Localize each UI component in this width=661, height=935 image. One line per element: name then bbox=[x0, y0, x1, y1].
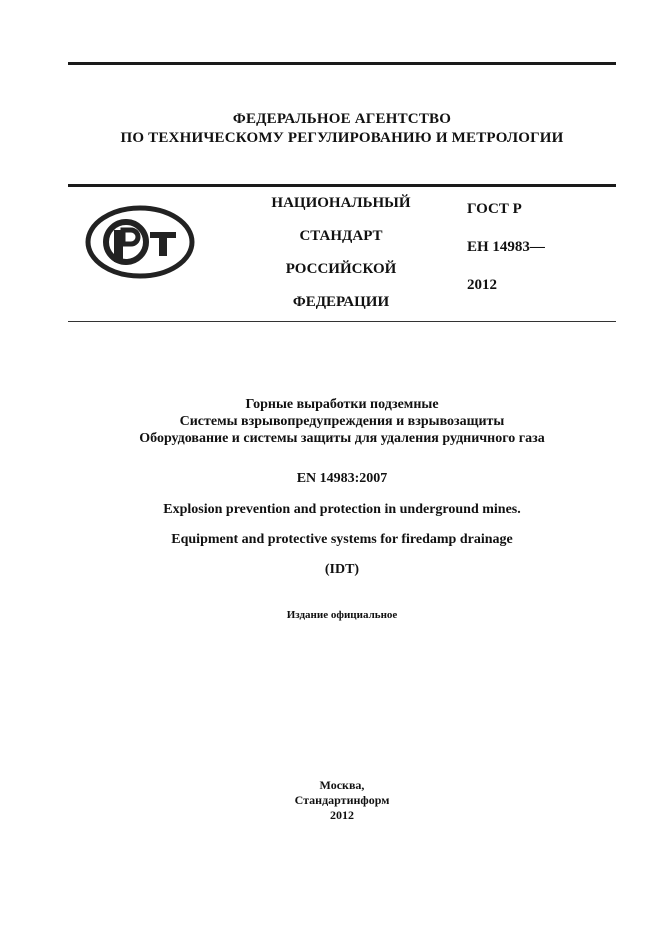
russian-title-line-3: Оборудование и системы защиты для удаления рудничного газа bbox=[139, 431, 545, 446]
standard-type-line-1: НАЦИОНАЛЬНЫЙ bbox=[271, 195, 411, 211]
russian-title bbox=[68, 396, 616, 447]
rst-certification-mark-icon bbox=[84, 205, 196, 279]
standard-type-line-4: ФЕДЕРАЦИИ bbox=[292, 294, 390, 310]
designation-line-3: 2012 bbox=[467, 277, 497, 293]
russian-title-line-2: Системы взрывопредупреждения и взрывозащиты bbox=[179, 414, 505, 429]
publisher-block bbox=[68, 778, 616, 823]
designation-line-1: ГОСТ Р bbox=[467, 201, 522, 217]
header-divider-rule bbox=[68, 184, 616, 187]
rst-logo bbox=[84, 205, 196, 279]
designation-line-2: ЕН 14983— bbox=[467, 239, 545, 255]
agency-line-2: ПО ТЕХНИЧЕСКОМУ РЕГУЛИРОВАНИЮ И МЕТРОЛОГИИ bbox=[120, 130, 564, 146]
english-title-line-2: Equipment and protective systems for firedamp drainage bbox=[171, 532, 513, 547]
publisher-name: Стандартинформ bbox=[294, 793, 390, 807]
publisher-year: 2012 bbox=[330, 808, 354, 822]
edition-note: Издание официальное bbox=[286, 609, 398, 621]
en-reference: EN 14983:2007 bbox=[296, 471, 388, 486]
russian-title-line-1: Горные выработки подземные bbox=[245, 397, 439, 412]
publisher-city: Москва, bbox=[319, 778, 365, 792]
standard-designation bbox=[467, 199, 545, 313]
agency-line-1: ФЕДЕРАЛЬНОЕ АГЕНТСТВО bbox=[232, 111, 452, 127]
standard-type-line-2: СТАНДАРТ bbox=[299, 228, 383, 244]
header-bottom-rule bbox=[68, 321, 616, 322]
top-rule bbox=[68, 62, 616, 65]
agency-heading bbox=[68, 110, 616, 148]
standard-type-line-3: РОССИЙСКОЙ bbox=[285, 261, 397, 277]
idt-marker: (IDT) bbox=[324, 562, 360, 577]
english-title-line-1: Explosion prevention and protection in underground mines. bbox=[163, 502, 521, 517]
standard-type-block bbox=[258, 193, 424, 325]
